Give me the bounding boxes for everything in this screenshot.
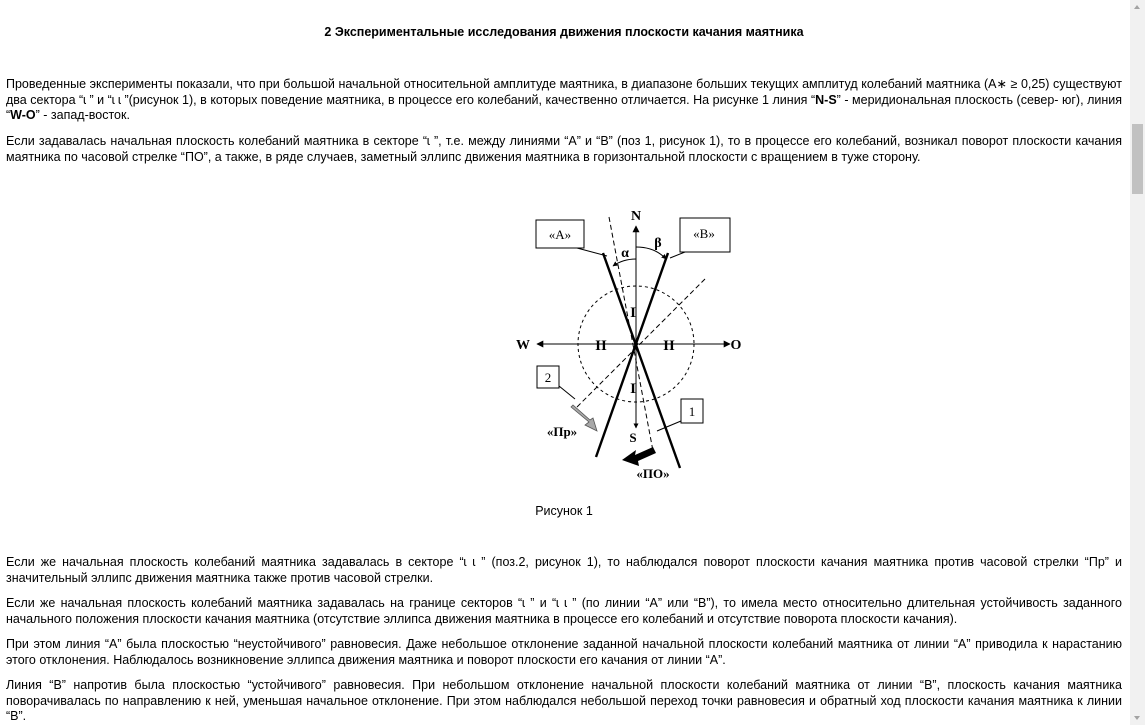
west-label: W: [516, 338, 530, 353]
paragraph-4: Если же начальная плоскость колебаний маятника задавалась на границе секторов “ɩ ” и “ɩ ɩ ” (по линии “A” или “B”), то имела место относительно длительная устойчивость заданного начального положения плоскости качания маятника (отсутствие эллипса движения маятника в процессе его колебаний и отсутствие поворота плоскости качания).: [6, 596, 1122, 626]
line-a: [603, 253, 680, 468]
paragraph-1-text-d: ” - запад-восток.: [35, 108, 130, 122]
sector-1-top-label: I: [630, 305, 636, 321]
label-a-leader: [577, 248, 607, 256]
center-point: [634, 342, 638, 346]
north-label: N: [630, 209, 642, 224]
alpha-label: α: [621, 246, 629, 261]
position-2-label: 2: [544, 370, 552, 385]
arrow-po-label: «ПО»: [636, 466, 670, 481]
figure-caption: Рисунок 1: [535, 504, 593, 518]
line-b: [596, 253, 668, 457]
label-a: «A»: [548, 227, 572, 242]
position-1-label: 1: [688, 404, 696, 419]
beta-label: β: [654, 236, 662, 251]
sector-2-left-label: II: [595, 338, 607, 354]
scroll-up-icon[interactable]: [1130, 0, 1145, 15]
position-2-leader: [559, 386, 575, 399]
label-b: «B»: [693, 226, 715, 241]
paragraph-6: Линия “B” напротив была плоскостью “устойчивого” равновесия. При небольшом отклонение начальной плоскости колебаний маятника от линии “B”, плоскость качания маятника поворачивалась по направлению к ней, уменьшая начальное отклонение. При этом наблюдался небольшой переход точки равновесия и обратный ход плоскости качания маятника к линии “B”.: [6, 678, 1122, 723]
sector-2-right-label: II: [663, 338, 675, 354]
paragraph-1: [6, 77, 1122, 124]
position-1-leader: [657, 421, 681, 431]
label-b-leader: [670, 252, 685, 258]
pendulum-plane-diagram: [505, 203, 755, 485]
paragraph-1-text-c: ” - меридиональная плоскость (север- юг), линия “: [6, 92, 1123, 122]
vertical-scrollbar[interactable]: [1130, 0, 1145, 725]
sector-1-bottom-label: I: [630, 381, 636, 397]
section-title: 2 Экспериментальные исследования движения плоскости качания маятника: [324, 25, 804, 39]
paragraph-2: Если задавалась начальная плоскость колебаний маятника в секторе “ɩ ”, т.е. между линиями “A” и “B” (поз 1, рисунок 1), то в процессе его колебаний, возникал поворот плоскости качания маятника по часовой стрелке “ПО”, а также, в ряде случаев, заметный эллипс движения маятника в горизонтальной плоскости с вращением в туже сторону.: [6, 134, 1122, 164]
paragraph-1-bold-wo: W-O: [10, 108, 36, 122]
paragraph-1-text-a: Проведенные эксперименты показали, что при большой начальной относительной амплитуде маятника, в диапазоне больших текущих амплитуд колебаний маятника (A∗ ≥ 0,25) существуют два сектора “ɩ ” и “ɩ ɩ ”(рисунок 1), в которых поведение маятника, в процессе его колебаний, качественно отличается. На рисунке 1 линия “: [6, 77, 1122, 107]
east-label: O: [730, 338, 742, 353]
clockwise-arrow: [622, 447, 656, 466]
paragraph-5: При этом линия “A” была плоскостью “неустойчивого” равновесия. Даже небольшое отклонение заданной начальной плоскости колебаний маятника от линии “A” приводила к нарастанию этого отклонения. Наблюдалось возникновение эллипса движения маятника и поворот плоскости его качания от линии “A”.: [6, 637, 1122, 667]
paragraph-3: Если же начальная плоскость колебаний маятника задавалась в секторе “ɩ ɩ ” (поз.2, рисунок 1), то наблюдался поворот плоскости качания маятника против часовой стрелки “Пр” и значительный эллипс движения маятника также против часовой стрелки.: [6, 555, 1122, 585]
paragraph-1-bold-ns: N-S: [815, 92, 837, 107]
arrow-pr-label: «Пр»: [546, 424, 578, 439]
scroll-down-icon[interactable]: [1130, 710, 1145, 725]
south-label: S: [629, 430, 637, 445]
scrollbar-thumb[interactable]: [1132, 124, 1143, 194]
